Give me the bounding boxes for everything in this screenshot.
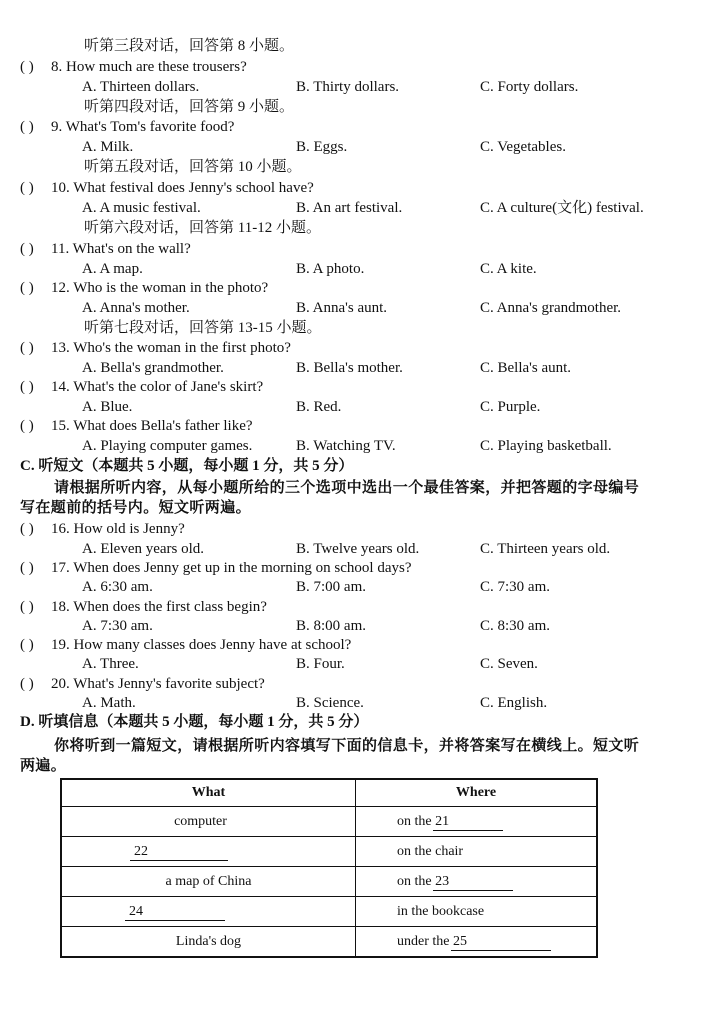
table-header-row <box>61 779 597 807</box>
answer-blank[interactable] <box>125 904 225 921</box>
option-b: B. Four. <box>296 656 345 672</box>
option-b: B. Thirty dollars. <box>296 79 400 95</box>
option-b: B. Watching TV. <box>296 438 396 454</box>
table-cell-what[interactable] <box>61 897 356 927</box>
option-b: B. Eggs. <box>296 139 348 155</box>
option-a: A. Thirteen dollars. <box>82 79 200 95</box>
options-row <box>0 694 727 714</box>
question-stem-row <box>0 417 727 437</box>
question-stem-row <box>0 598 727 618</box>
option-c: C. A culture(文化) festival. <box>480 200 644 216</box>
option-b: B. Science. <box>296 695 364 711</box>
question-text: 11. What's on the wall? <box>51 241 191 257</box>
instruction-line: 两遍。 <box>20 758 67 774</box>
info-card-table <box>60 778 598 958</box>
question-text: 12. Who is the woman in the photo? <box>51 280 269 296</box>
options-row <box>0 138 727 158</box>
question-stem-row <box>0 520 727 540</box>
cell-text: 22 <box>134 843 148 859</box>
question-text: 15. What does Bella's father like? <box>51 418 253 434</box>
option-b: B. Bella's mother. <box>296 360 403 376</box>
table-cell-where <box>356 837 598 867</box>
option-a: A. Bella's grandmother. <box>82 360 224 376</box>
question-stem-row <box>0 240 727 260</box>
options-row <box>0 299 727 319</box>
table-row <box>61 927 597 958</box>
option-c: C. Playing basketball. <box>480 438 612 454</box>
answer-bracket[interactable]: ( ) <box>20 280 34 296</box>
question-stem-row <box>0 636 727 656</box>
question-text: 14. What's the color of Jane's skirt? <box>51 379 264 395</box>
answer-bracket[interactable]: ( ) <box>20 340 34 356</box>
listening-instruction <box>0 319 727 339</box>
option-b: B. A photo. <box>296 261 365 277</box>
listening-instruction <box>0 98 727 118</box>
option-c: C. Bella's aunt. <box>480 360 572 376</box>
question-text: 10. What festival does Jenny's school have? <box>51 180 314 196</box>
listening-instruction <box>0 219 727 239</box>
cell-text: 24 <box>129 903 143 919</box>
instruction-text: 听第七段对话，回答第 13-15 小题。 <box>84 320 322 336</box>
question-text: 8. How much are these trousers? <box>51 59 247 75</box>
table-cell-where <box>356 897 598 927</box>
cell-text: Linda's dog <box>175 933 242 949</box>
column-header-where: Where <box>356 779 598 807</box>
option-c: C. Purple. <box>480 399 541 415</box>
column-header-what: What <box>61 779 356 807</box>
option-b: B. Red. <box>296 399 342 415</box>
table-cell-what[interactable] <box>61 837 356 867</box>
question-stem-row <box>0 378 727 398</box>
option-b: B. Anna's aunt. <box>296 300 388 316</box>
section-instruction <box>20 737 700 777</box>
answer-blank[interactable] <box>451 934 551 951</box>
answer-bracket[interactable]: ( ) <box>20 560 34 576</box>
question-text: 13. Who's the woman in the first photo? <box>51 340 291 356</box>
answer-bracket[interactable]: ( ) <box>20 180 34 196</box>
answer-bracket[interactable]: ( ) <box>20 676 34 692</box>
answer-blank[interactable] <box>433 814 503 831</box>
option-a: A. Playing computer games. <box>82 438 253 454</box>
cell-text: in the bookcase <box>397 903 485 919</box>
instruction-text: 听第五段对话，回答第 10 小题。 <box>84 159 302 175</box>
option-c: C. Thirteen years old. <box>480 541 611 557</box>
table-row <box>61 897 597 927</box>
question-text: 16. How old is Jenny? <box>51 521 185 537</box>
option-c: C. A kite. <box>480 261 537 277</box>
option-c: C. 8:30 am. <box>480 618 550 634</box>
option-c: C. Anna's grandmother. <box>480 300 622 316</box>
option-c: C. English. <box>480 695 548 711</box>
section-heading: C. 听短文（本题共 5 小题，每小题 1 分，共 5 分） <box>20 458 354 474</box>
options-row <box>0 540 727 560</box>
table-row <box>61 867 597 897</box>
option-a: A. A map. <box>82 261 143 277</box>
table-row <box>61 807 597 837</box>
question-stem-row <box>0 58 727 78</box>
listening-instruction <box>0 37 727 57</box>
table-cell-what <box>61 927 356 958</box>
section-heading-c-row <box>0 457 727 477</box>
answer-blank[interactable] <box>433 874 513 891</box>
table-cell-where[interactable] <box>356 927 598 958</box>
option-b: B. 8:00 am. <box>296 618 366 634</box>
cell-text: on the chair <box>397 843 464 859</box>
question-text: 19. How many classes does Jenny have at school? <box>51 637 352 653</box>
option-a: A. A music festival. <box>82 200 201 216</box>
question-text: 20. What's Jenny's favorite subject? <box>51 676 265 692</box>
section-heading-d-row <box>0 713 727 733</box>
option-c: C. Forty dollars. <box>480 79 579 95</box>
cell-text: on the 23 <box>397 873 450 889</box>
options-row <box>0 199 727 219</box>
cell-text: computer <box>174 813 227 829</box>
options-row <box>0 437 727 457</box>
table-cell-what <box>61 867 356 897</box>
answer-bracket[interactable]: ( ) <box>20 521 34 537</box>
options-row <box>0 359 727 379</box>
instruction-text: 听第四段对话，回答第 9 小题。 <box>84 99 295 115</box>
options-row <box>0 260 727 280</box>
option-c: C. Seven. <box>480 656 538 672</box>
option-a: A. Three. <box>82 656 139 672</box>
question-text: 18. When does the first class begin? <box>51 599 267 615</box>
question-text: 9. What's Tom's favorite food? <box>51 119 235 135</box>
answer-bracket[interactable]: ( ) <box>20 599 34 615</box>
option-a: A. Milk. <box>82 139 134 155</box>
options-row <box>0 578 727 598</box>
instruction-line: 请根据所听内容，从每小题所给的三个选项中选出一个最佳答案，并把答题的字母编号 <box>54 480 640 496</box>
options-row <box>0 617 727 637</box>
options-row <box>0 398 727 418</box>
instruction-line: 写在题前的括号内。短文听两遍。 <box>20 500 252 516</box>
answer-bracket[interactable]: ( ) <box>20 379 34 395</box>
option-a: A. Eleven years old. <box>82 541 205 557</box>
option-c: C. Vegetables. <box>480 139 566 155</box>
options-row <box>0 78 727 98</box>
question-stem-row <box>0 675 727 695</box>
option-b: B. An art festival. <box>296 200 403 216</box>
option-a: A. Math. <box>82 695 136 711</box>
table-cell-where[interactable] <box>356 807 598 837</box>
answer-bracket[interactable]: ( ) <box>20 418 34 434</box>
instruction-line: 你将听到一篇短文，请根据所听内容填写下面的信息卡，并将答案写在横线上。短文听 <box>54 738 640 754</box>
cell-text: a map of China <box>165 873 252 889</box>
question-stem-row <box>0 339 727 359</box>
answer-bracket[interactable]: ( ) <box>20 241 34 257</box>
section-instruction <box>20 479 700 519</box>
question-stem-row <box>0 179 727 199</box>
question-text: 17. When does Jenny get up in the morning on school days? <box>51 560 412 576</box>
table-cell-what <box>61 807 356 837</box>
option-c: C. 7:30 am. <box>480 579 550 595</box>
table-cell-where[interactable] <box>356 867 598 897</box>
options-row <box>0 655 727 675</box>
question-stem-row <box>0 279 727 299</box>
option-b: B. Twelve years old. <box>296 541 420 557</box>
question-stem-row <box>0 118 727 138</box>
option-a: A. Blue. <box>82 399 133 415</box>
answer-bracket[interactable]: ( ) <box>20 119 34 135</box>
listening-instruction <box>0 158 727 178</box>
option-a: A. 6:30 am. <box>82 579 153 595</box>
option-a: A. 7:30 am. <box>82 618 153 634</box>
answer-bracket[interactable]: ( ) <box>20 637 34 653</box>
option-a: A. Anna's mother. <box>82 300 190 316</box>
section-heading: D. 听填信息（本题共 5 小题，每小题 1 分，共 5 分） <box>20 714 369 730</box>
cell-text: under the 25 <box>397 933 467 949</box>
instruction-text: 听第六段对话，回答第 11-12 小题。 <box>84 220 321 236</box>
cell-text: on the 21 <box>397 813 450 829</box>
option-b: B. 7:00 am. <box>296 579 366 595</box>
answer-bracket[interactable]: ( ) <box>20 59 34 75</box>
question-stem-row <box>0 559 727 579</box>
table-row <box>61 837 597 867</box>
instruction-text: 听第三段对话，回答第 8 小题。 <box>84 38 295 54</box>
answer-blank[interactable] <box>130 844 228 861</box>
